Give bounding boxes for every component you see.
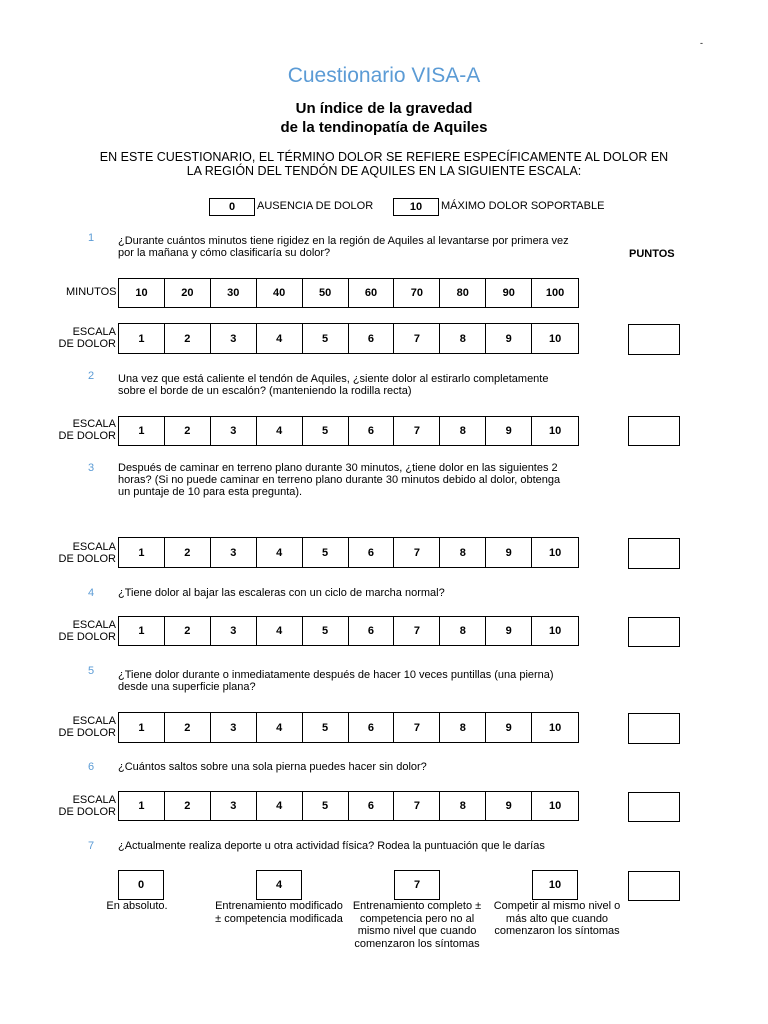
q6-pain-scale-cell[interactable]: 8	[440, 792, 486, 820]
points-box[interactable]	[628, 713, 680, 744]
q3-scale-label-2: DE DOLOR	[58, 553, 116, 565]
q7-option-box[interactable]: 10	[532, 870, 578, 900]
q2-scale-label-1: ESCALA	[72, 418, 116, 430]
q1-pain-scale-cell[interactable]: 7	[394, 324, 440, 353]
q6-pain-scale-cell[interactable]: 2	[165, 792, 211, 820]
q5-pain-scale-cell[interactable]: 3	[211, 713, 257, 742]
q1-pain-scale-cell[interactable]: 3	[211, 324, 257, 353]
q4-pain-scale-cell[interactable]: 7	[394, 617, 440, 645]
q1-pain-scale-cell[interactable]: 5	[303, 324, 349, 353]
minutes-scale-cell[interactable]: 40	[257, 279, 303, 307]
q2-pain-scale-cell[interactable]: 7	[394, 417, 440, 445]
q6-pain-scale	[118, 791, 579, 821]
q6-pain-scale-cell[interactable]: 3	[211, 792, 257, 820]
q6-pain-scale-cell[interactable]: 1	[119, 792, 165, 820]
question-text: Una vez que está caliente el tendón de Aquiles, ¿siente dolor al estirarlo completamente	[118, 373, 549, 385]
q7-option-box[interactable]: 7	[394, 870, 440, 900]
q3-pain-scale-cell[interactable]: 10	[548, 546, 562, 559]
minutes-scale-cell[interactable]: 60	[349, 279, 395, 307]
q2-pain-scale-cell[interactable]: 5	[303, 417, 349, 445]
q7-option-caption: comenzaron los síntomas	[354, 937, 480, 950]
minutes-scale-cell[interactable]: 100	[545, 287, 565, 299]
minutes-scale	[118, 278, 579, 308]
q5-pain-scale-cell[interactable]: 7	[394, 713, 440, 742]
q7-option-caption: competencia pero no al	[359, 912, 475, 925]
q3-pain-scale-cell[interactable]: 4	[257, 538, 303, 567]
q4-pain-scale-cell[interactable]: 1	[119, 617, 165, 645]
question-number: 7	[88, 840, 95, 852]
question-text: por la mañana y cómo clasificaría su dolor?	[118, 247, 331, 259]
q1-pain-scale-cell[interactable]: 10	[548, 332, 562, 345]
q6-scale-label-1: ESCALA	[72, 794, 116, 806]
q6-pain-scale-cell[interactable]: 7	[394, 792, 440, 820]
question-text: ¿Durante cuántos minutos tiene rigidez en la región de Aquiles al levantarse por primera vez	[118, 235, 569, 247]
question-number: 2	[88, 370, 95, 382]
legend-max-box: 10	[393, 198, 439, 216]
q7-option-box[interactable]: 4	[256, 870, 302, 900]
q1-pain-scale-cell[interactable]: 6	[349, 324, 395, 353]
question-text: ¿Cuántos saltos sobre una sola pierna puedes hacer sin dolor?	[118, 761, 427, 773]
q2-pain-scale-cell[interactable]: 6	[349, 417, 395, 445]
q5-pain-scale-cell[interactable]: 4	[257, 713, 303, 742]
question-text: ¿Actualmente realiza deporte u otra actividad física? Rodea la puntuación que le darías	[118, 840, 545, 852]
q1-pain-scale-cell[interactable]: 8	[440, 324, 486, 353]
legend-max-label: MÁXIMO DOLOR SOPORTABLE	[441, 200, 605, 212]
q4-pain-scale-cell[interactable]: 4	[257, 617, 303, 645]
q6-pain-scale-cell[interactable]: 6	[349, 792, 395, 820]
q5-pain-scale-cell[interactable]: 1	[119, 713, 165, 742]
q5-pain-scale-cell[interactable]: 5	[303, 713, 349, 742]
q2-pain-scale	[118, 416, 579, 446]
intro-line2: LA REGIÓN DEL TENDÓN DE AQUILES EN LA SIGUIENTE ESCALA:	[186, 164, 582, 178]
q5-pain-scale-cell[interactable]: 2	[165, 713, 211, 742]
q5-scale-label-2: DE DOLOR	[58, 727, 116, 739]
q4-pain-scale	[118, 616, 579, 646]
q1-pain-scale-cell[interactable]: 1	[119, 324, 165, 353]
q7-option-caption: Competir al mismo nivel o	[493, 900, 621, 912]
q6-pain-scale-cell[interactable]: 5	[303, 792, 349, 820]
question-text: ¿Tiene dolor durante o inmediatamente después de hacer 10 veces puntillas (una pierna)	[118, 669, 554, 681]
q2-scale-label-2: DE DOLOR	[58, 430, 116, 442]
q3-pain-scale-cell[interactable]: 5	[303, 538, 349, 567]
q7-option-caption: más alto que cuando	[505, 912, 609, 925]
minutes-scale-cell[interactable]: 20	[165, 279, 211, 307]
q4-pain-scale-cell[interactable]: 5	[303, 617, 349, 645]
q4-scale-label-2: DE DOLOR	[58, 631, 116, 643]
q1-pain-scale-cell[interactable]: 2	[165, 324, 211, 353]
q4-pain-scale-cell[interactable]: 10	[548, 625, 562, 637]
q3-pain-scale-cell[interactable]: 9	[486, 538, 532, 567]
q2-pain-scale-cell[interactable]: 1	[119, 417, 165, 445]
question-text: un puntaje de 10 para esta pregunta).	[118, 486, 303, 498]
q5-pain-scale-cell[interactable]: 10	[548, 721, 562, 734]
q4-pain-scale-cell[interactable]: 3	[211, 617, 257, 645]
q7-option-caption: Entrenamiento completo ±	[352, 900, 482, 912]
q2-pain-scale-cell[interactable]: 2	[165, 417, 211, 445]
q5-pain-scale-cell[interactable]: 6	[349, 713, 395, 742]
subtitle-line1: Un índice de la gravedad	[295, 100, 473, 117]
intro-line1: EN ESTE CUESTIONARIO, EL TÉRMINO DOLOR SE REFIERE ESPECÍFICAMENTE AL DOLOR EN	[99, 150, 669, 164]
q5-pain-scale-cell[interactable]: 8	[440, 713, 486, 742]
q4-pain-scale-cell[interactable]: 9	[486, 617, 532, 645]
q3-pain-scale-cell[interactable]: 7	[394, 538, 440, 567]
q3-pain-scale-cell[interactable]: 8	[440, 538, 486, 567]
q2-pain-scale-cell[interactable]: 4	[257, 417, 303, 445]
q2-pain-scale-cell[interactable]: 3	[211, 417, 257, 445]
minutes-scale-cell[interactable]: 90	[486, 279, 532, 307]
q1-scale-label-2: DE DOLOR	[58, 338, 116, 350]
points-box[interactable]	[628, 871, 680, 901]
legend-min-label: AUSENCIA DE DOLOR	[257, 200, 374, 212]
minutes-scale-cell[interactable]: 10	[119, 279, 165, 307]
q6-pain-scale-cell[interactable]: 4	[257, 792, 303, 820]
q2-pain-scale-cell[interactable]: 8	[440, 417, 486, 445]
points-box[interactable]	[628, 617, 680, 647]
question-number: 6	[88, 761, 95, 773]
points-header: PUNTOS	[629, 248, 675, 260]
q1-pain-scale-cell[interactable]: 9	[486, 324, 532, 353]
subtitle-line2: de la tendinopatía de Aquiles	[280, 119, 488, 136]
question-number: 5	[88, 665, 95, 677]
q6-scale-label-2: DE DOLOR	[58, 806, 116, 818]
q3-pain-scale-cell[interactable]: 2	[165, 538, 211, 567]
points-box[interactable]	[628, 324, 680, 355]
q4-pain-scale-cell[interactable]: 2	[165, 617, 211, 645]
legend-min-box: 0	[209, 198, 255, 216]
minutes-scale-cell[interactable]: 50	[303, 279, 349, 307]
q7-option-caption: ± competencia modificada	[215, 912, 343, 925]
q1-pain-scale-cell[interactable]: 4	[257, 324, 303, 353]
corner-mark: -	[700, 38, 703, 48]
q6-pain-scale-cell[interactable]: 10	[548, 800, 562, 812]
points-box[interactable]	[628, 792, 680, 822]
minutes-scale-cell[interactable]: 30	[211, 279, 257, 307]
q3-scale-label-1: ESCALA	[72, 541, 116, 553]
q4-scale-label-1: ESCALA	[72, 619, 116, 631]
q3-pain-scale-cell[interactable]: 3	[211, 538, 257, 567]
q6-pain-scale-cell[interactable]: 9	[486, 792, 532, 820]
minutes-label: MINUTOS	[66, 286, 117, 298]
minutes-scale-cell[interactable]: 70	[394, 279, 440, 307]
question-number: 3	[88, 462, 95, 474]
q4-pain-scale-cell[interactable]: 6	[349, 617, 395, 645]
q7-option-caption: comenzaron los síntomas	[494, 925, 620, 937]
q3-pain-scale-cell[interactable]: 6	[349, 538, 395, 567]
question-text: desde una superficie plana?	[118, 681, 256, 693]
q7-option-caption: mismo nivel que cuando	[357, 925, 477, 937]
question-text: Después de caminar en terreno plano durante 30 minutos, ¿tiene dolor en las siguientes 2	[118, 462, 558, 474]
points-box[interactable]	[628, 416, 680, 446]
q3-pain-scale	[118, 537, 579, 568]
q7-option-caption: Entrenamiento modificado	[215, 900, 343, 912]
question-text: ¿Tiene dolor al bajar las escaleras con un ciclo de marcha normal?	[118, 587, 445, 599]
q1-scale-label-1: ESCALA	[72, 326, 116, 338]
q4-pain-scale-cell[interactable]: 8	[440, 617, 486, 645]
q1-pain-scale	[118, 323, 579, 354]
q3-pain-scale-cell[interactable]: 1	[119, 538, 165, 567]
q7-option-box[interactable]: 0	[118, 870, 164, 900]
points-box[interactable]	[628, 538, 680, 569]
q5-pain-scale-cell[interactable]: 9	[486, 713, 532, 742]
q2-pain-scale-cell[interactable]: 10	[548, 425, 562, 437]
question-text: horas? (Si no puede caminar en terreno plano durante 30 minutos debido al dolor, obtenga	[118, 474, 561, 486]
question-number: 4	[88, 587, 95, 599]
page-title: Cuestionario VISA-A	[287, 64, 481, 87]
q5-scale-label-1: ESCALA	[72, 715, 116, 727]
question-text: sobre el borde de un escalón? (manteniendo la rodilla recta)	[118, 385, 412, 397]
q7-option-caption: En absoluto.	[106, 900, 168, 912]
question-number: 1	[88, 232, 95, 244]
minutes-scale-cell[interactable]: 80	[440, 279, 486, 307]
q2-pain-scale-cell[interactable]: 9	[486, 417, 532, 445]
q5-pain-scale	[118, 712, 579, 743]
